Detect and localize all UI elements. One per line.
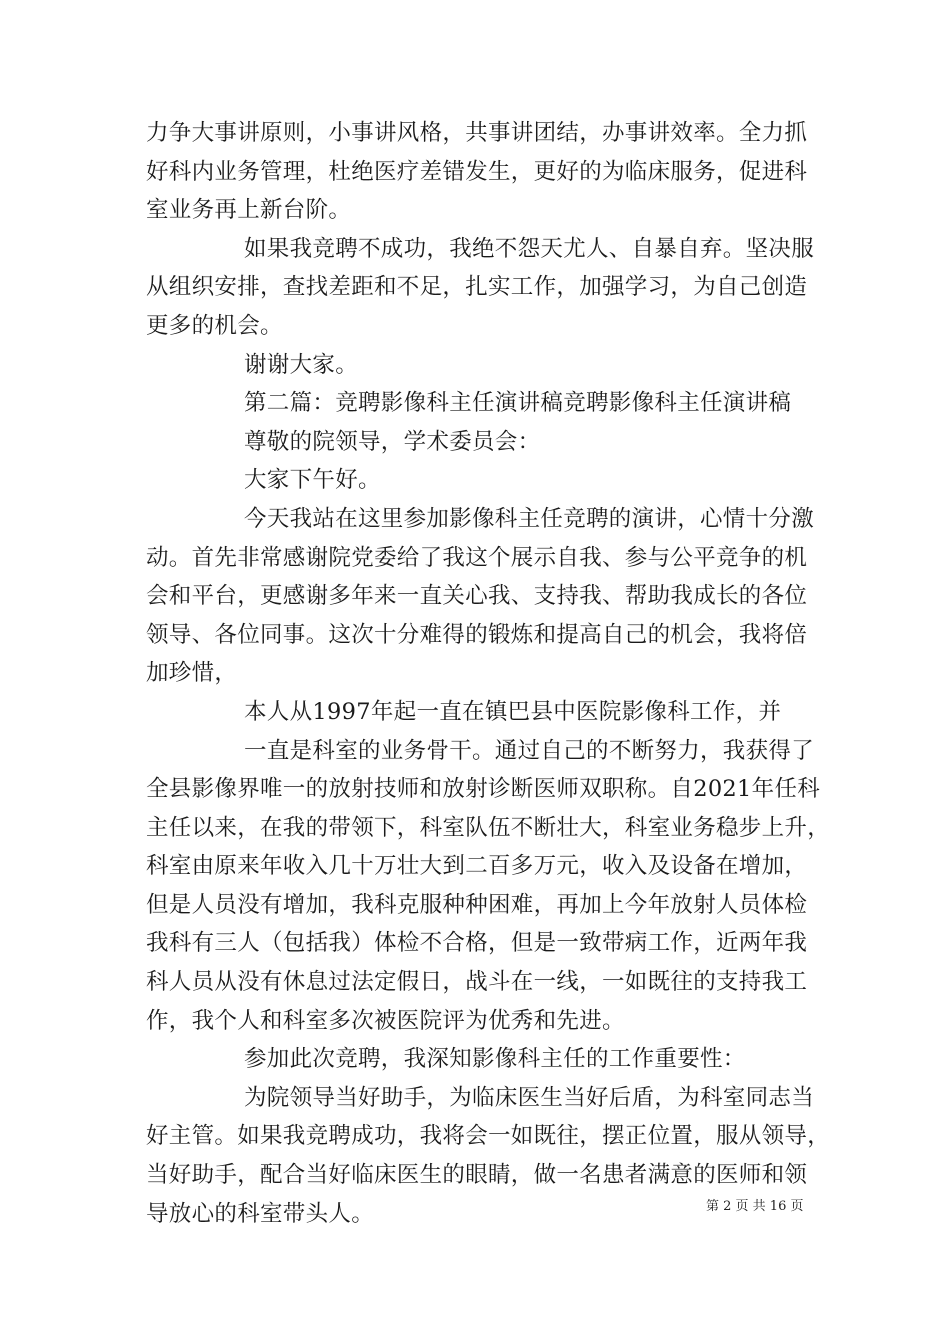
text-line: 谢谢大家。 — [244, 351, 359, 378]
text-line: 全县影像界唯一的放射技师和放射诊断医师双职称。自2021年任科 — [146, 776, 821, 803]
text-line: 导放心的科室带头人。 — [146, 1200, 375, 1227]
text-line: 主任以来，在我的带领下，科室队伍不断壮大，科室业务稳步上升， — [146, 814, 831, 841]
text-line: 动。首先非常感谢院党委给了我这个展示自我、参与公平竞争的机 — [146, 544, 808, 571]
text-line: 好科内业务管理，杜绝医疗差错发生，更好的为临床服务，促进科 — [146, 158, 808, 185]
text-line: 科人员从没有休息过法定假日，战斗在一线，一如既往的支持我工 — [146, 969, 808, 996]
text-line: 如果我竞聘不成功，我绝不怨天尤人、自暴自弃。坚决服 — [244, 235, 815, 262]
text-line: 参加此次竞聘，我深知影像科主任的工作重要性： — [244, 1046, 746, 1073]
text-line: 今天我站在这里参加影像科主任竞聘的演讲，心情十分激 — [244, 505, 815, 532]
text-line: 作，我个人和科室多次被医院评为优秀和先进。 — [146, 1007, 625, 1034]
text-line: 领导、各位同事。这次十分难得的锻炼和提高自己的机会，我将倍 — [146, 621, 808, 648]
text-line: 但是人员没有增加，我科克服种种困难，再加上今年放射人员体检 — [146, 891, 808, 918]
text-line: 会和平台，更感谢多年来一直关心我、支持我、帮助我成长的各位 — [146, 583, 808, 610]
text-line: 我科有三人（包括我）体检不合格，但是一致带病工作，近两年我 — [146, 930, 808, 957]
text-line: 为院领导当好助手，为临床医生当好后盾，为科室同志当 — [244, 1084, 815, 1111]
text-line: 从组织安排，查找差距和不足，扎实工作，加强学习，为自己创造 — [146, 274, 808, 301]
text-line: 科室由原来年收入几十万壮大到二百多万元，收入及设备在增加， — [146, 853, 808, 880]
text-line: 尊敬的院领导，学术委员会： — [244, 428, 541, 455]
text-line: 大家下午好。 — [244, 467, 381, 494]
text-line: 好主管。如果我竞聘成功，我将会一如既往，摆正位置，服从领导， — [146, 1123, 831, 1150]
text-line: 更多的机会。 — [146, 312, 283, 339]
page-number-footer: 第 2 页 共 16 页 — [706, 1199, 804, 1214]
text-line: 一直是科室的业务骨干。通过自己的不断努力，我获得了 — [244, 737, 815, 764]
text-line: 本人从1997年起一直在镇巴县中医院影像科工作，并 — [244, 698, 782, 725]
text-line: 室业务再上新台阶。 — [146, 197, 352, 224]
text-line: 加珍惜， — [146, 660, 238, 687]
text-line: 当好助手，配合当好临床医生的眼睛，做一名患者满意的医师和领 — [146, 1162, 808, 1189]
text-line: 第二篇：竞聘影像科主任演讲稿竞聘影像科主任演讲稿 — [244, 390, 792, 417]
document-body — [146, 114, 831, 1233]
text-line: 力争大事讲原则，小事讲风格，共事讲团结，办事讲效率。全力抓 — [146, 120, 808, 146]
